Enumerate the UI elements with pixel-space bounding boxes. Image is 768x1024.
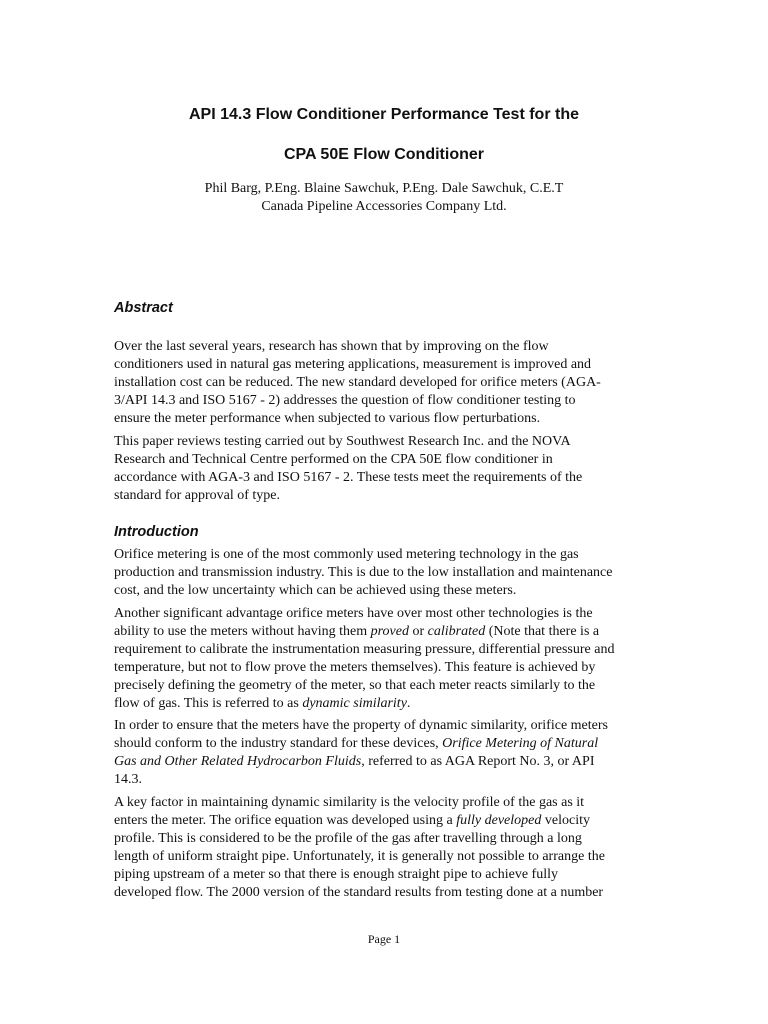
title-line-1: API 14.3 Flow Conditioner Performance Test for the (189, 106, 579, 123)
text-run: should conform to the industry standard for these devices, (114, 736, 443, 751)
text-line (114, 623, 662, 641)
text-line (114, 753, 662, 771)
text-line: 14.3. (114, 772, 142, 787)
introduction-paragraph-3 (114, 717, 662, 789)
text-line (114, 695, 662, 713)
text-line: length of uniform straight pipe. Unfortunately, it is generally not possible to arrange the (114, 849, 605, 864)
text-line: cost, and the low uncertainty which can be achieved using these meters. (114, 583, 517, 598)
text-line: installation cost can be reduced. The new standard developed for orifice meters (AGA- (114, 375, 601, 390)
text-run: (Note that there is a (485, 624, 600, 639)
text-line: Another significant advantage orifice meters have over most other technologies is the (114, 606, 593, 621)
text-line (114, 812, 662, 830)
text-run: ability to use the meters without having them (114, 624, 371, 639)
text-line (114, 735, 662, 753)
text-line: temperature, but not to flow prove the meters themselves). This feature is achieved by (114, 660, 596, 675)
italic-standard-title: Orifice Metering of Natural (442, 736, 599, 751)
italic-term-fully-developed: fully developed (456, 813, 542, 828)
text-run: velocity (541, 813, 590, 828)
introduction-paragraph-4 (114, 794, 662, 902)
text-line: Research and Technical Centre performed on the CPA 50E flow conditioner in (114, 452, 553, 467)
text-run: . (406, 696, 411, 711)
abstract-paragraph-1 (114, 338, 662, 428)
text-run: enters the meter. The orifice equation was developed using a (114, 813, 457, 828)
introduction-paragraph-2 (114, 605, 662, 713)
italic-term-dynamic-similarity: dynamic similarity (302, 696, 407, 711)
text-line: production and transmission industry. This is due to the low installation and maintenance (114, 565, 613, 580)
abstract-heading: Abstract (114, 300, 173, 316)
author-names: Phil Barg, P.Eng. Blaine Sawchuk, P.Eng. Dale Sawchuk, C.E.T (204, 181, 564, 196)
text-line: ensure the meter performance when subjected to various flow perturbations. (114, 411, 541, 426)
text-line: Over the last several years, research has shown that by improving on the flow (114, 339, 549, 354)
text-line: 3/API 14.3 and ISO 5167 - 2) addresses the question of flow conditioner testing to (114, 393, 576, 408)
text-line: piping upstream of a meter so that there is enough straight pipe to achieve fully (114, 867, 558, 882)
text-line: conditioners used in natural gas metering applications, measurement is improved and (114, 357, 592, 372)
text-line: standard for approval of type. (114, 488, 280, 503)
authors-block (0, 180, 768, 216)
text-run: or (408, 624, 428, 639)
text-line: requirement to calibrate the instrumentation measuring pressure, differential pressure and (114, 642, 615, 657)
text-run: flow of gas. This is referred to as (114, 696, 303, 711)
text-line: In order to ensure that the meters have the property of dynamic similarity, orifice meters (114, 718, 608, 733)
text-line: profile. This is considered to be the profile of the gas after travelling through a long (114, 831, 582, 846)
text-line: precisely defining the geometry of the meter, so that each meter reacts similarly to the (114, 678, 596, 693)
title-line-2: CPA 50E Flow Conditioner (283, 146, 484, 163)
text-line: developed flow. The 2000 version of the standard results from testing done at a number (114, 885, 604, 900)
italic-standard-title: Gas and Other Related Hydrocarbon Fluids (114, 754, 362, 769)
text-line: A key factor in maintaining dynamic similarity is the velocity profile of the gas as it (114, 795, 585, 810)
text-line: Orifice metering is one of the most commonly used metering technology in the gas (114, 547, 579, 562)
text-line: This paper reviews testing carried out by Southwest Research Inc. and the NOVA (114, 434, 571, 449)
italic-term-calibrated: calibrated (427, 624, 486, 639)
introduction-paragraph-1 (114, 546, 662, 600)
page-number: Page 1 (367, 932, 401, 946)
abstract-paragraph-2 (114, 433, 662, 505)
text-line: accordance with AGA-3 and ISO 5167 - 2. These tests meet the requirements of the (114, 470, 583, 485)
italic-term-proved: proved (370, 624, 409, 639)
introduction-heading: Introduction (114, 524, 199, 540)
text-run: , referred to as AGA Report No. 3, or API (361, 754, 595, 769)
author-affiliation: Canada Pipeline Accessories Company Ltd. (261, 199, 507, 214)
